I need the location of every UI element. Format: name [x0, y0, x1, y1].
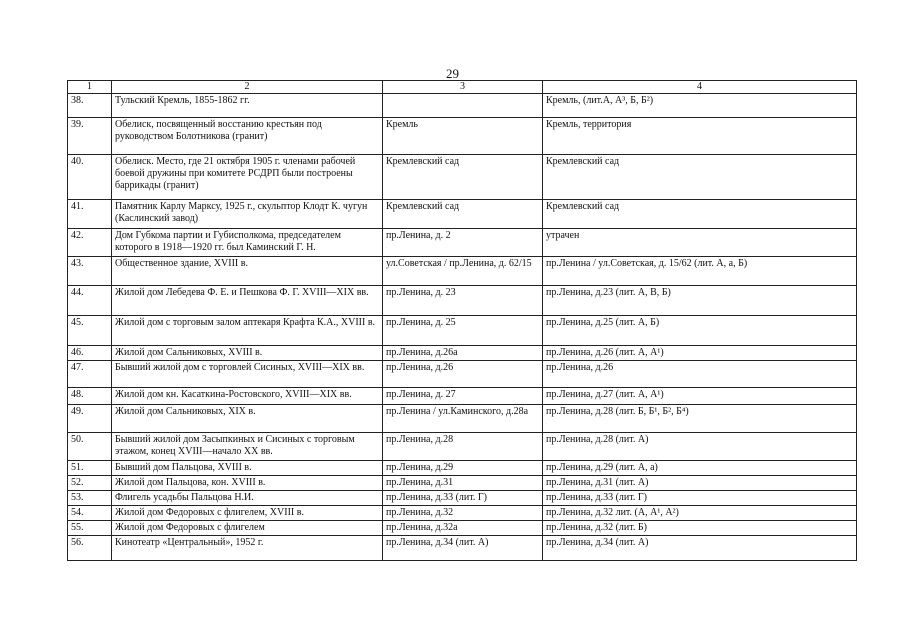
- row-number: 54.: [68, 506, 112, 521]
- object-name: Жилой дом с торговым залом аптекаря Крафта К.А., XVIII в.: [112, 316, 383, 346]
- table-row: [68, 286, 857, 316]
- literal-address: утрачен: [543, 229, 857, 257]
- object-name: Жилой дом Сальниковых, XVIII в.: [112, 346, 383, 361]
- literal-address: пр.Ленина, д.26: [543, 361, 857, 388]
- object-name: Тульский Кремль, 1855-1862 гг.: [112, 94, 383, 118]
- object-name: Жилой дом Пальцова, кон. XVIII в.: [112, 476, 383, 491]
- object-address: пр.Ленина, д.31: [383, 476, 543, 491]
- object-address: пр.Ленина, д.28: [383, 433, 543, 461]
- literal-address: пр.Ленина, д.23 (лит. А, В, Б): [543, 286, 857, 316]
- object-address: пр.Ленина, д.26а: [383, 346, 543, 361]
- row-number: 44.: [68, 286, 112, 316]
- row-number: 45.: [68, 316, 112, 346]
- literal-address: пр.Ленина, д.28 (лит. Б, Б¹, Б², Б⁴): [543, 405, 857, 433]
- row-number: 46.: [68, 346, 112, 361]
- literal-address: пр.Ленина, д.27 (лит. А, А¹): [543, 388, 857, 405]
- object-address: пр.Ленина, д.34 (лит. А): [383, 536, 543, 561]
- literal-address: Кремлевский сад: [543, 200, 857, 229]
- object-address: [383, 94, 543, 118]
- object-address: пр.Ленина, д.26: [383, 361, 543, 388]
- table-row: [68, 316, 857, 346]
- table-row: [68, 491, 857, 506]
- column-header-1: 1: [68, 81, 112, 94]
- table-row: [68, 200, 857, 229]
- object-name: Обелиск. Место, где 21 октября 1905 г. членами рабочей боевой дружины при комитете РСДРП были построены баррикады (гранит): [112, 155, 383, 200]
- literal-address: пр.Ленина, д.29 (лит. А, а): [543, 461, 857, 476]
- object-address: пр.Ленина, д.33 (лит. Г): [383, 491, 543, 506]
- object-name: Жилой дом Федоровых с флигелем, XVIII в.: [112, 506, 383, 521]
- row-number: 38.: [68, 94, 112, 118]
- literal-address: пр.Ленина, д.32 лит. (А, А¹, А²): [543, 506, 857, 521]
- object-name: Бывший жилой дом с торговлей Сисиных, XVIII—XIX вв.: [112, 361, 383, 388]
- object-name: Дом Губкома партии и Губисполкома, председателем которого в 1918—1920 гг. был Каминский Г. Н.: [112, 229, 383, 257]
- table-row: [68, 506, 857, 521]
- table-row: [68, 521, 857, 536]
- object-name: Бывший жилой дом Засыпкиных и Сисиных с торговым этажом, конец XVIII—начало XX вв.: [112, 433, 383, 461]
- object-name: Жилой дом Лебедева Ф. Е. и Пешкова Ф. Г. XVIII—XIX вв.: [112, 286, 383, 316]
- object-name: Жилой дом Федоровых с флигелем: [112, 521, 383, 536]
- table-row: [68, 536, 857, 561]
- column-header-4: 4: [543, 81, 857, 94]
- table-row: [68, 433, 857, 461]
- row-number: 48.: [68, 388, 112, 405]
- row-number: 49.: [68, 405, 112, 433]
- table-row: [68, 94, 857, 118]
- object-name: Жилой дом кн. Касаткина-Ростовского, XVIII—XIX вв.: [112, 388, 383, 405]
- row-number: 43.: [68, 257, 112, 286]
- table-row: [68, 461, 857, 476]
- header-row: [68, 81, 857, 94]
- heritage-table: [67, 80, 857, 561]
- table-row: [68, 118, 857, 155]
- literal-address: пр.Ленина, д.31 (лит. А): [543, 476, 857, 491]
- literal-address: пр.Ленина, д.34 (лит. А): [543, 536, 857, 561]
- row-number: 56.: [68, 536, 112, 561]
- object-address: Кремлевский сад: [383, 155, 543, 200]
- literal-address: пр.Ленина, д.33 (лит. Г): [543, 491, 857, 506]
- object-name: Жилой дом Сальниковых, XIX в.: [112, 405, 383, 433]
- row-number: 50.: [68, 433, 112, 461]
- column-header-3: 3: [383, 81, 543, 94]
- row-number: 47.: [68, 361, 112, 388]
- object-name: Обелиск, посвященный восстанию крестьян под руководством Болотникова (гранит): [112, 118, 383, 155]
- table-row: [68, 257, 857, 286]
- object-address: пр.Ленина, д. 23: [383, 286, 543, 316]
- literal-address: Кремль, (лит.А, А³, Б, Б²): [543, 94, 857, 118]
- column-header-2: 2: [112, 81, 383, 94]
- object-name: Общественное здание, XVIII в.: [112, 257, 383, 286]
- object-address: пр.Ленина / ул.Каминского, д.28а: [383, 405, 543, 433]
- row-number: 55.: [68, 521, 112, 536]
- table-row: [68, 405, 857, 433]
- row-number: 53.: [68, 491, 112, 506]
- row-number: 40.: [68, 155, 112, 200]
- object-address: пр.Ленина, д. 2: [383, 229, 543, 257]
- object-name: Флигель усадьбы Пальцова Н.И.: [112, 491, 383, 506]
- object-address: пр.Ленина, д.32: [383, 506, 543, 521]
- literal-address: пр.Ленина, д.25 (лит. А, Б): [543, 316, 857, 346]
- literal-address: Кремлевский сад: [543, 155, 857, 200]
- row-number: 41.: [68, 200, 112, 229]
- table-row: [68, 361, 857, 388]
- object-address: пр.Ленина, д.29: [383, 461, 543, 476]
- object-address: пр.Ленина, д.32а: [383, 521, 543, 536]
- row-number: 39.: [68, 118, 112, 155]
- object-name: Бывший дом Пальцова, XVIII в.: [112, 461, 383, 476]
- literal-address: Кремль, территория: [543, 118, 857, 155]
- object-address: Кремлевский сад: [383, 200, 543, 229]
- literal-address: пр.Ленина / ул.Советская, д. 15/62 (лит. А, а, Б): [543, 257, 857, 286]
- table-row: [68, 155, 857, 200]
- row-number: 52.: [68, 476, 112, 491]
- object-name: Кинотеатр «Центральный», 1952 г.: [112, 536, 383, 561]
- object-address: пр.Ленина, д. 25: [383, 316, 543, 346]
- object-address: пр.Ленина, д. 27: [383, 388, 543, 405]
- literal-address: пр.Ленина, д.26 (лит. А, А¹): [543, 346, 857, 361]
- page-number: 29: [446, 66, 459, 81]
- row-number: 51.: [68, 461, 112, 476]
- literal-address: пр.Ленина, д.28 (лит. А): [543, 433, 857, 461]
- table-row: [68, 388, 857, 405]
- table-row: [68, 346, 857, 361]
- object-address: ул.Советская / пр.Ленина, д. 62/15: [383, 257, 543, 286]
- literal-address: пр.Ленина, д.32 (лит. Б): [543, 521, 857, 536]
- table-row: [68, 229, 857, 257]
- row-number: 42.: [68, 229, 112, 257]
- object-name: Памятник Карлу Марксу, 1925 г., скульптор Клодт К. чугун (Каслинский завод): [112, 200, 383, 229]
- table-row: [68, 476, 857, 491]
- object-address: Кремль: [383, 118, 543, 155]
